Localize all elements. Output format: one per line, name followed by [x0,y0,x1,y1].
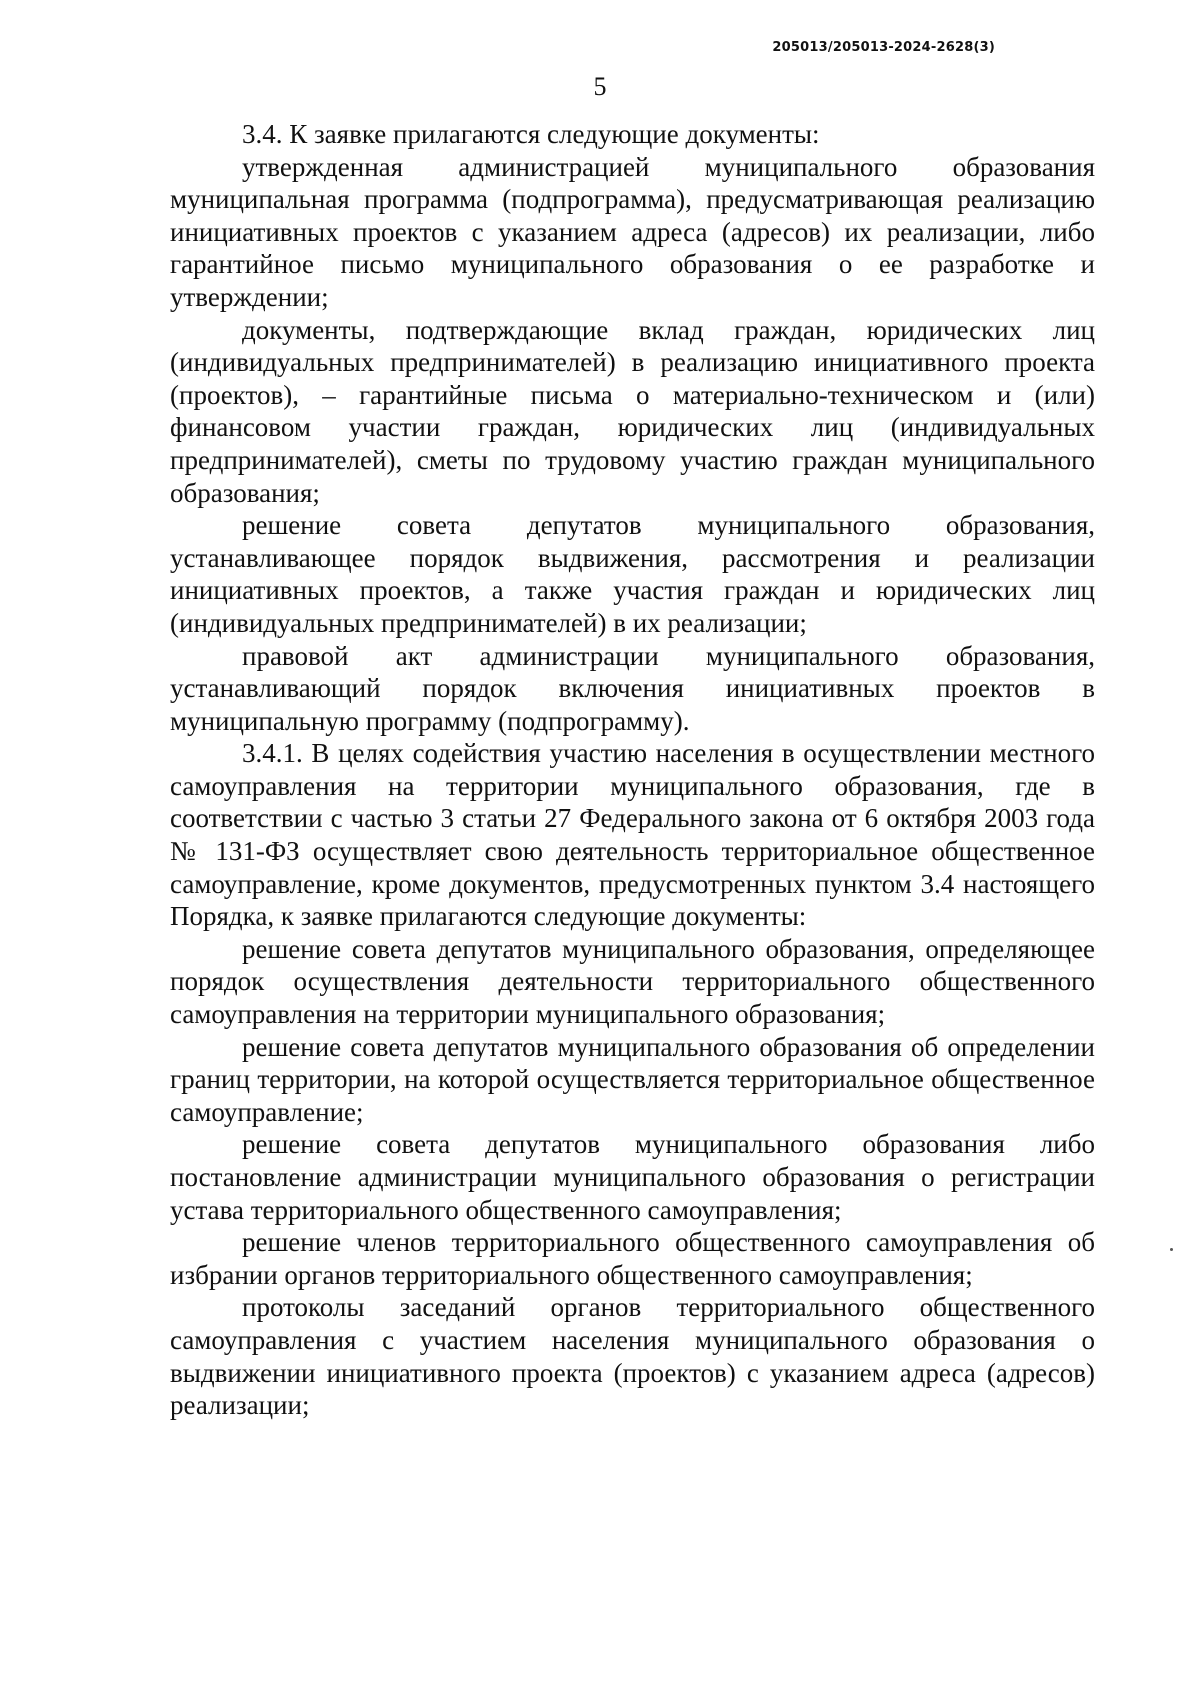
paragraph-legal-act: правовой акт администрации муниципального образования, устанавливающий порядок включения инициативных проектов в муниципальную программу (подпрограмму). [170,640,1095,736]
paragraph-tos-activity-decision: решение совета депутатов муниципального образования, определяющее порядок осуществления деятельности территориального общественного самоуправления на территории муниципального образования; [170,933,1095,1030]
paragraph-3-4-1: 3.4.1. В целях содействия участию населения в осуществлении местного самоуправления на территории муниципального образования, где в соответствии с частью 3 статьи 27 Федерального закона от 6 октября 2003 года № 131-ФЗ осуществляет свою деятельность территориальное общественное самоуправление, кроме документов, предусмотренных пунктом 3.4 настоящего Порядка, к заявке прилагаются следующие документы: [170,738,1095,932]
document-body [170,118,1095,1422]
page-number: 5 [593,72,607,101]
paragraph-council-decision-procedure: решение совета депутатов муниципального образования, устанавливающее порядок выдвижения, рассмотрения и реализации инициативных проектов, а также участия граждан и юридических лиц (индивидуальных предпринимателей) в их реализации; [170,510,1095,638]
document-registration-number: 205013/205013-2024-2628(3) [772,40,995,55]
paragraph-3-4-heading: 3.4. К заявке прилагаются следующие документы: [242,119,820,149]
paragraph-tos-charter-registration: решение совета депутатов муниципального образования либо постановление администрации муниципального образования о регистрации устава территориального общественного самоуправления; [170,1129,1095,1225]
paragraph-tos-meeting-protocols: протоколы заседаний органов территориального общественного самоуправления с участием населения муниципального образования о выдвижении инициативного проекта (проектов) с указанием адреса (адресов) реализации; [170,1292,1095,1421]
paragraph-contribution-documents: документы, подтверждающие вклад граждан, юридических лиц (индивидуальных предпринимателей) в реализацию инициативного проекта (проектов), – гарантийные письма о материально-техническом и (или) финансовом участии граждан, юридических лиц (индивидуальных предпринимателей), сметы по трудовому участию граждан муниципального образования; [170,314,1095,508]
paragraph-tos-bodies-election: решение членов территориального общественного самоуправления об избрании органов территориального общественного самоуправления; [170,1227,1095,1290]
paragraph-tos-boundaries-decision: решение совета депутатов муниципального образования об определении границ территории, на которой осуществляется территориальное общественное самоуправление; [170,1031,1095,1127]
scan-artifact-dot [1170,1248,1173,1251]
paragraph-municipal-program: утвержденная администрацией муниципального образования муниципальная программа (подпрограмма), предусматривающая реализацию инициативных проектов с указанием адреса (адресов) их реализации, либо гарантийное письмо муниципального образования о ее разработке и утверждении; [170,151,1095,312]
